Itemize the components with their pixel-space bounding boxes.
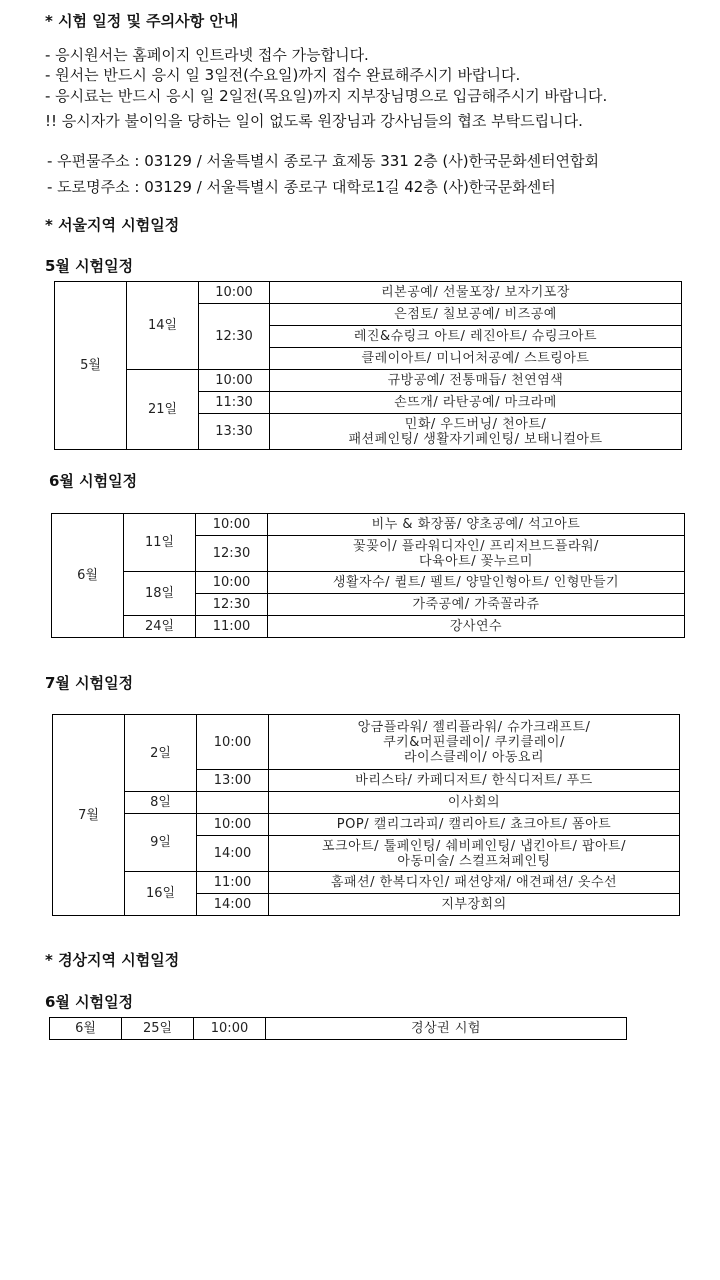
table-row — [52, 572, 685, 594]
time-cell: 12:30 — [196, 594, 268, 616]
subject-cell: 가죽공예/ 가죽꼴라쥬 — [268, 594, 685, 616]
month-cell: 5월 — [55, 282, 127, 450]
time-cell: 10:00 — [196, 572, 268, 594]
subject-cell: 은점토/ 칠보공예/ 비즈공예 — [270, 304, 682, 326]
month-cell: 6월 — [50, 1018, 122, 1040]
day-cell: 2일 — [125, 715, 197, 792]
time-cell: 11:00 — [197, 872, 269, 894]
subject-cell: 손뜨개/ 라탄공예/ 마크라메 — [270, 392, 682, 414]
notice-line-1: - 응시원서는 홈페이지 인트라넷 접수 가능합니다. — [45, 46, 369, 64]
time-cell: 12:30 — [196, 536, 268, 572]
subject-cell: 생활자수/ 퀼트/ 펠트/ 양말인형아트/ 인형만들기 — [268, 572, 685, 594]
table-row — [50, 1018, 627, 1040]
subject-cell: 바리스타/ 카페디저트/ 한식디저트/ 푸드 — [269, 770, 680, 792]
gyeongsang-schedule-table — [49, 1017, 627, 1040]
may-schedule-table — [54, 281, 682, 450]
time-cell: 10:00 — [197, 715, 269, 770]
day-cell: 9일 — [125, 814, 197, 872]
day-cell: 11일 — [124, 514, 196, 572]
subject-cell: 레진&슈링크 아트/ 레진아트/ 슈링크아트 — [270, 326, 682, 348]
postal-address: - 우편물주소 : 03129 / 서울특별시 종로구 효제동 331 2층 (사)한국문화센터연합회 — [47, 152, 600, 170]
day-cell: 8일 — [125, 792, 197, 814]
notice-title: * 시험 일정 및 주의사항 안내 — [45, 12, 239, 30]
time-cell: 10:00 — [196, 514, 268, 536]
table-row — [53, 715, 680, 770]
subject-cell: 리본공예/ 선물포장/ 보자기포장 — [270, 282, 682, 304]
subject-cell: POP/ 캘리그라피/ 캘리아트/ 쵸크아트/ 폼아트 — [269, 814, 680, 836]
subject-cell — [269, 836, 680, 872]
subject-line: 꽃꽂이/ 플라워디자인/ 프리저브드플라워/ — [353, 538, 599, 554]
subject-line: 다육아트/ 꽃누르미 — [419, 553, 533, 569]
month-cell: 7월 — [53, 715, 125, 916]
table-row — [55, 370, 682, 392]
subject-cell: 규방공예/ 전통매듭/ 천연염색 — [270, 370, 682, 392]
subject-cell: 비누 & 화장품/ 양초공예/ 석고아트 — [268, 514, 685, 536]
table-row — [55, 282, 682, 304]
seoul-heading: * 서울지역 시험일정 — [45, 216, 180, 234]
time-cell: 13:30 — [199, 414, 270, 450]
subject-line: 쿠키&머핀클레이/ 쿠키클레이/ — [383, 734, 565, 750]
subject-line: 포크아트/ 툴페인팅/ 쉐비페인팅/ 냅킨아트/ 팝아트/ — [321, 838, 627, 854]
subject-cell: 강사연수 — [268, 616, 685, 638]
notice-line-2: - 원서는 반드시 응시 일 3일전(수요일)까지 접수 완료해주시기 바랍니다. — [45, 66, 521, 84]
day-cell: 25일 — [122, 1018, 194, 1040]
subject-cell: 경상권 시험 — [266, 1018, 627, 1040]
time-cell: 10:00 — [199, 370, 270, 392]
notice-line-4: !! 응시자가 불이익을 당하는 일이 없도록 원장님과 강사님들의 협조 부탁드립니다. — [45, 112, 583, 130]
subject-cell: 이사회의 — [269, 792, 680, 814]
subject-cell — [268, 536, 685, 572]
table-row — [53, 814, 680, 836]
may-schedule-title: 5월 시험일정 — [45, 257, 134, 275]
table-row — [52, 514, 685, 536]
subject-line: 민화/ 우드버닝/ 천아트/ — [404, 416, 547, 432]
day-cell: 16일 — [125, 872, 197, 916]
subject-cell: 지부장회의 — [269, 894, 680, 916]
table-row — [53, 792, 680, 814]
table-row — [53, 872, 680, 894]
day-cell: 14일 — [127, 282, 199, 370]
subject-cell — [269, 715, 680, 770]
time-cell: 13:00 — [197, 770, 269, 792]
june-schedule-title: 6월 시험일정 — [49, 472, 138, 490]
gyeongsang-june-title: 6월 시험일정 — [45, 993, 134, 1011]
day-cell: 21일 — [127, 370, 199, 450]
table-row — [52, 616, 685, 638]
time-cell — [197, 792, 269, 814]
june-schedule-table — [51, 513, 685, 638]
time-cell: 10:00 — [194, 1018, 266, 1040]
time-cell: 11:00 — [196, 616, 268, 638]
july-schedule-title: 7월 시험일정 — [45, 674, 134, 692]
time-cell: 10:00 — [197, 814, 269, 836]
subject-line: 패션페인팅/ 생활자기페인팅/ 보태니컬아트 — [348, 431, 603, 447]
july-schedule-table — [52, 714, 680, 916]
time-cell: 14:00 — [197, 836, 269, 872]
road-address: - 도로명주소 : 03129 / 서울특별시 종로구 대학로1길 42층 (사)한국문화센터 — [47, 178, 556, 196]
month-cell: 6월 — [52, 514, 124, 638]
subject-cell: 클레이아트/ 미니어처공예/ 스트링아트 — [270, 348, 682, 370]
subject-line: 앙금플라워/ 젤리플라워/ 슈가크래프트/ — [357, 719, 591, 735]
subject-line: 아동미술/ 스컬프쳐페인팅 — [397, 853, 551, 869]
subject-cell: 홈패션/ 한복디자인/ 패션양재/ 애견패션/ 옷수선 — [269, 872, 680, 894]
time-cell: 11:30 — [199, 392, 270, 414]
gyeongsang-heading: * 경상지역 시험일정 — [45, 951, 180, 969]
time-cell: 10:00 — [199, 282, 270, 304]
subject-cell — [270, 414, 682, 450]
notice-line-3: - 응시료는 반드시 응시 일 2일전(목요일)까지 지부장님명으로 입금해주시기 바랍니다. — [45, 87, 608, 105]
time-cell: 12:30 — [199, 304, 270, 370]
time-cell: 14:00 — [197, 894, 269, 916]
subject-line: 라이스클레이/ 아동요리 — [403, 749, 545, 765]
day-cell: 24일 — [124, 616, 196, 638]
day-cell: 18일 — [124, 572, 196, 616]
